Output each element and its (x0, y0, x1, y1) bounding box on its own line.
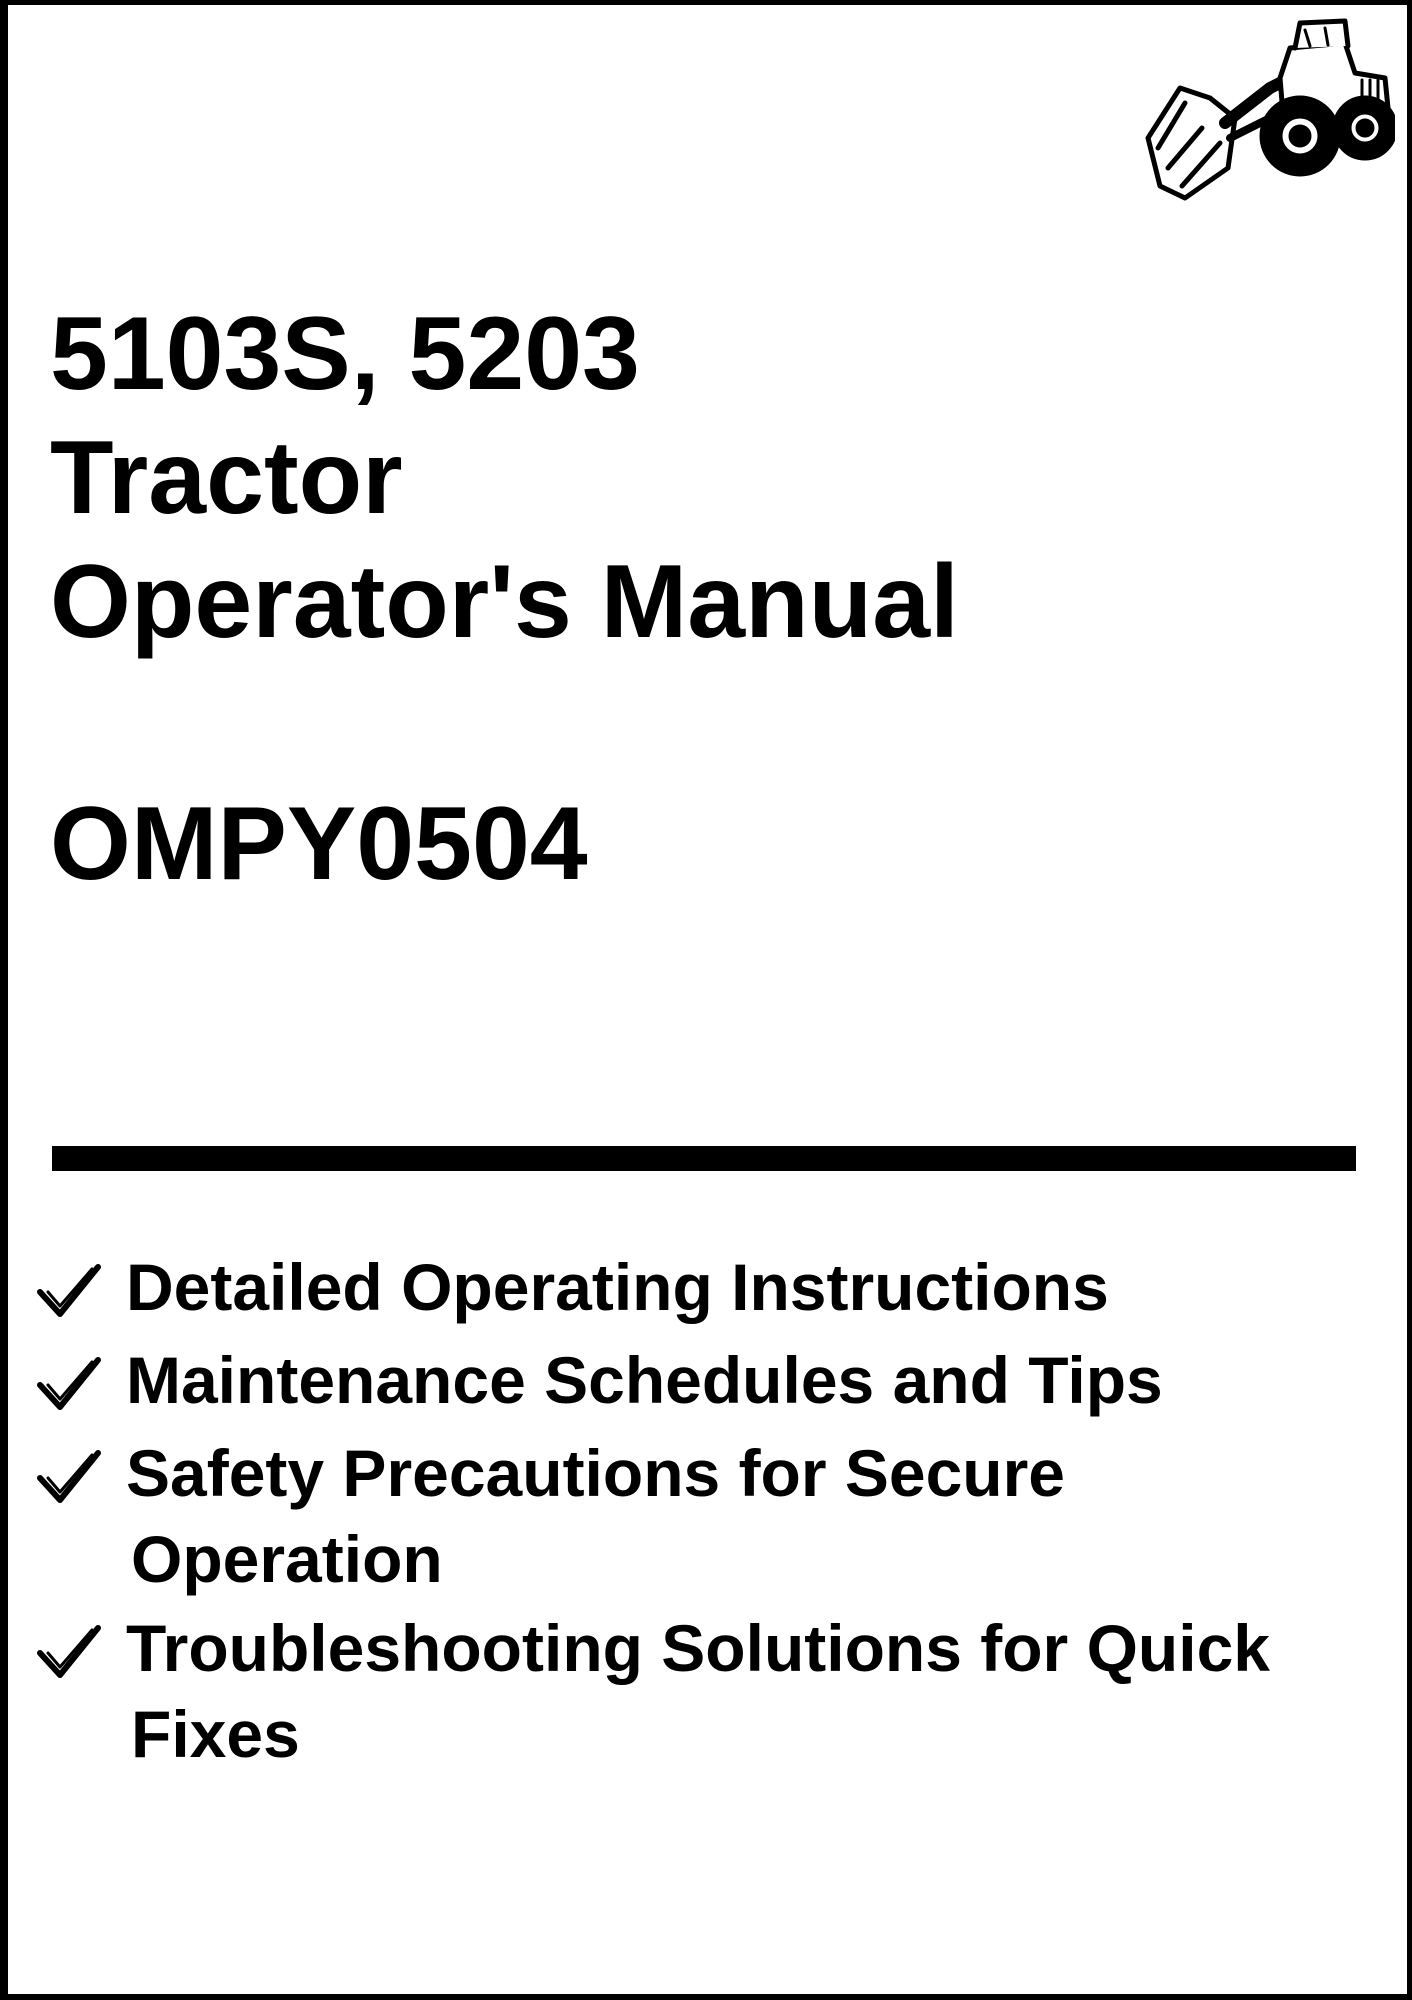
checkmark-icon (36, 1623, 102, 1681)
checkmark-icon (36, 1448, 102, 1506)
feature-text (126, 1244, 1356, 1330)
title-model-numbers: 5103S, 5203 (50, 296, 640, 412)
feature-text (126, 1430, 1356, 1602)
feature-line1: Maintenance Schedules and Tips (126, 1343, 1163, 1417)
feature-line1: Detailed Operating Instructions (126, 1250, 1109, 1324)
feature-text (126, 1605, 1356, 1777)
document-code: OMPY0504 (50, 786, 588, 902)
feature-line1: Safety Precautions for Secure (126, 1436, 1066, 1510)
checkmark-icon (36, 1262, 102, 1320)
feature-text (126, 1337, 1356, 1423)
feature-line1: Troubleshooting Solutions for Quick (126, 1611, 1270, 1685)
feature-line2: Operation (131, 1522, 443, 1596)
feature-line2: Fixes (131, 1697, 300, 1771)
checkmark-icon (36, 1355, 102, 1413)
title-manual-type: Operator's Manual (50, 544, 959, 660)
title-product-type: Tractor (50, 420, 403, 536)
